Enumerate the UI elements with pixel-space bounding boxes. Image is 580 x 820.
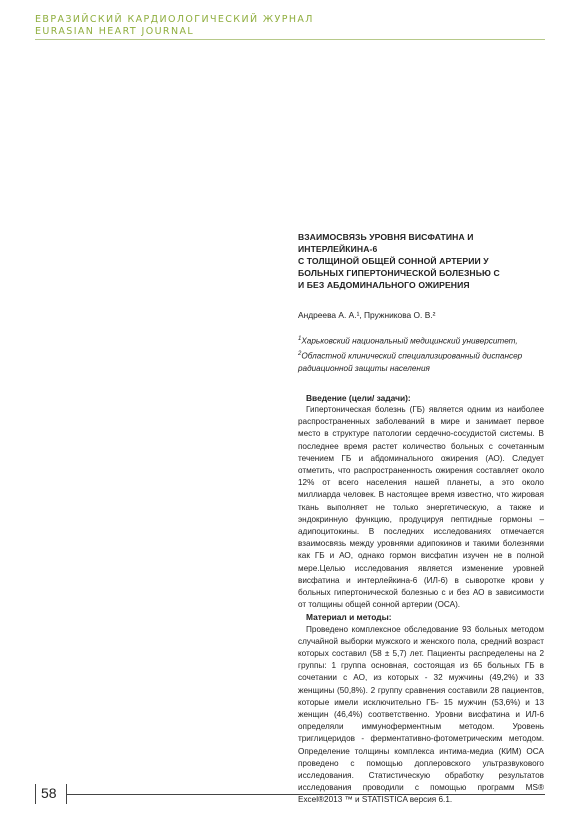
journal-name-ru: ЕВРАЗИЙСКИЙ КАРДИОЛОГИЧЕСКИЙ ЖУРНАЛ <box>35 14 314 25</box>
methods-heading: Материал и методы: <box>306 612 392 623</box>
methods-paragraph: Проведено комплексное обследование 93 больных методом случайной выборки мужского и женского пола, средний возраст которых составил (58 ± 5,7) лет. Пациенты распределены на 2 группы: 1 группа основная, состоящая из 65 больных ГБ в сочетании с АО, из которых - 32 мужчины (49,2%) и 33 женщины (50,8%). 2 группу сравнения составили 28 пациентов, которые имели исключительно ГБ- 15 мужчин (53,6%) и 13 женщин (46,4%) соответственно. Уровни висфатина и ИЛ-6 определяли иммуноферментным методом. Уровень триглицеридов - ферментативно-фотометрическим методом. Определение толщины комплекса интима-медиа (КИМ) ОСА проведено с помощью доплеровского ультразвукового исследования. Статистическую обработку результатов исследования проводили с помощью программ MS® Excel®2013 ™ и STATISTICA версия 6.1. <box>298 624 544 805</box>
header-rule <box>35 39 545 40</box>
title-line: И БЕЗ АБДОМИНАЛЬНОГО ОЖИРЕНИЯ <box>298 280 470 290</box>
footer-rule <box>67 794 545 795</box>
title-line: ВЗАИМОСВЯЗЬ УРОВНЯ ВИСФАТИНА И ИНТЕРЛЕЙКИНА-6 <box>298 232 474 254</box>
affiliation-marker-2: 2 <box>298 351 302 358</box>
affiliation-1: Харьковский национальный медицинский университет, <box>301 336 518 346</box>
title-line: С ТОЛЩИНОЙ ОБЩЕЙ СОННОЙ АРТЕРИИ У <box>298 256 489 266</box>
article <box>298 231 544 807</box>
intro-heading: Введение (цели/ задачи): <box>306 392 411 403</box>
article-title <box>298 231 544 291</box>
page-number: 58 <box>41 785 57 801</box>
footer-divider <box>35 784 36 804</box>
title-line: БОЛЬНЫХ ГИПЕРТОНИЧЕСКОЙ БОЛЕЗНЬЮ С <box>298 268 500 278</box>
intro-paragraph: Гипертоническая болезнь (ГБ) является одним из наиболее распространенных заболеваний в мире и занимает первое место в структуре патологии сердечно-сосудистой системы. В последнее время растет количество больных с сочетанным течением ГБ и абдоминального ожирения (АО). Следует отметить, что распространенность ожирения составляет около 12% от всего населения нашей планеты, а это около миллиарда человек. В настоящее время известно, что жировая ткань выполняет не только энергетическую, а также и эндокринную функцию, продуцируя пептидные гормоны – адипоцитокины. В последних исследованиях отмечается взаимосвязь между уровнями адипокинов и такими болезнями как ГБ и АО, однако гормон висфатин изучен не в полной мере.Целью исследования является изменение уровней висфатина и интерлейкина-6 (ИЛ-6) в сыворотке крови у больных гипертонической болезнью с и без АО в зависимости от толщины общей сонной артерии (ОСА). <box>298 404 544 610</box>
affiliation-2: Областной клинический специализированный диспансер радиационной защиты населения <box>298 351 523 374</box>
affiliation-marker-1: 1 <box>298 336 302 342</box>
journal-header <box>35 14 314 38</box>
authors: Андреева А. А.¹, Пружникова О. В.² <box>298 310 436 320</box>
affiliations <box>298 333 544 376</box>
journal-name-en: EURASIAN HEART JOURNAL <box>35 26 195 37</box>
